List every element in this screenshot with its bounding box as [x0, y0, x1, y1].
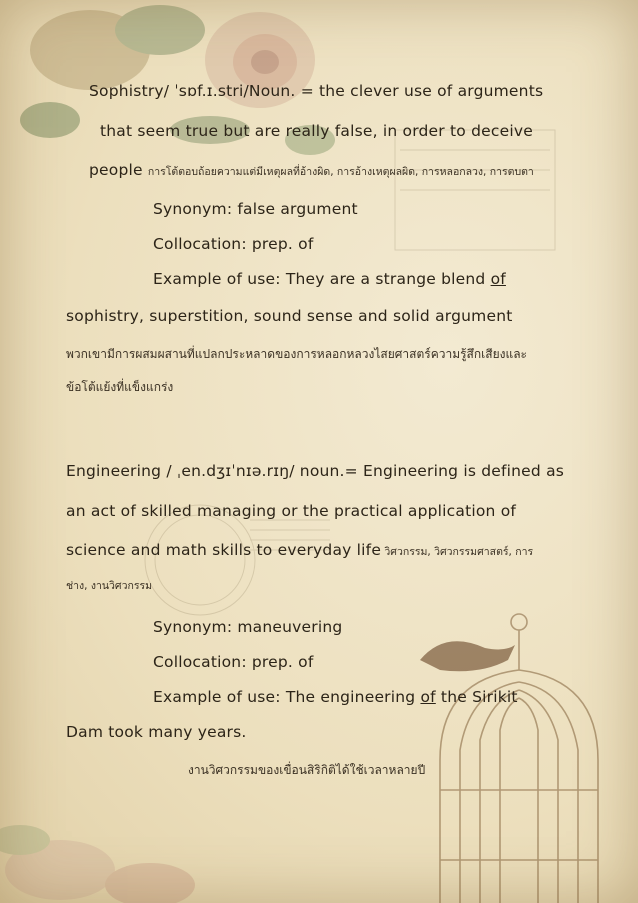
- engineering-headword: Engineering: [66, 462, 162, 480]
- engineering-definition-line-1: [66, 461, 564, 481]
- engineering-example-line-1: [153, 687, 518, 707]
- sophistry-example-line-1: [153, 269, 506, 289]
- engineering-thai-example: งานวิศวกรรมของเขื่อนสิริกิติได้ใช้เวลาหลายปี: [188, 763, 426, 777]
- sophistry-definition-line-3: [89, 160, 534, 182]
- engineering-example-suffix: the Sirikit: [435, 688, 518, 706]
- engineering-collocation: Collocation: prep. of: [153, 653, 314, 671]
- engineering-synonym: Synonym: maneuvering: [153, 618, 343, 636]
- engineering-thai-meaning: วิศวกรรม, วิศวกรรมศาสตร์, การ: [381, 546, 534, 558]
- engineering-definition-line-2: an act of skilled managing or the practical application of: [66, 502, 517, 520]
- engineering-example-keyword: of: [420, 688, 436, 706]
- engineering-example-line-2: Dam took many years.: [66, 723, 247, 741]
- engineering-thai-meaning-line-2: ช่าง, งานวิศวกรรม: [66, 580, 153, 592]
- sophistry-example-keyword: of: [490, 270, 506, 288]
- engineering-definition-end: science and math skills to everyday life: [66, 541, 382, 559]
- sophistry-example-prefix: Example of use: They are a strange blend: [153, 270, 491, 288]
- sophistry-definition-line-1: Sophistry/ ˈsɒf.ɪ.stri/Noun. = the clever use of arguments: [89, 82, 544, 100]
- sophistry-thai-example-line-1: พวกเขามีการผสมผสานที่แปลกประหลาดของการหลอกหลวงไสยศาสตร์ความรู้สึกเสียงและ: [66, 347, 527, 361]
- sophistry-definition-line-2: that seem true but are really false, in order to deceive: [100, 122, 533, 140]
- sophistry-word-people: people: [89, 161, 143, 179]
- engineering-pronunciation: / ˌen.dʒɪˈnɪə.rɪŋ/ noun.= Engineering is defined as: [161, 462, 565, 480]
- engineering-definition-line-3: [66, 540, 533, 562]
- sophistry-collocation: Collocation: prep. of: [153, 235, 314, 253]
- engineering-example-prefix: Example of use: The engineering: [153, 688, 421, 706]
- sophistry-thai-meaning: การโต้ตอบถ้อยความแต่มีเหตุผลที่อ้างผิด, การอ้างเหตุผลผิด, การหลอกลวง, การตบตา: [147, 166, 534, 178]
- sophistry-example-line-2: sophistry, superstition, sound sense and solid argument: [66, 307, 513, 325]
- sophistry-synonym: Synonym: false argument: [153, 200, 358, 218]
- sophistry-thai-example-line-2: ข้อโต้แย้งที่แข็งแกร่ง: [66, 380, 174, 394]
